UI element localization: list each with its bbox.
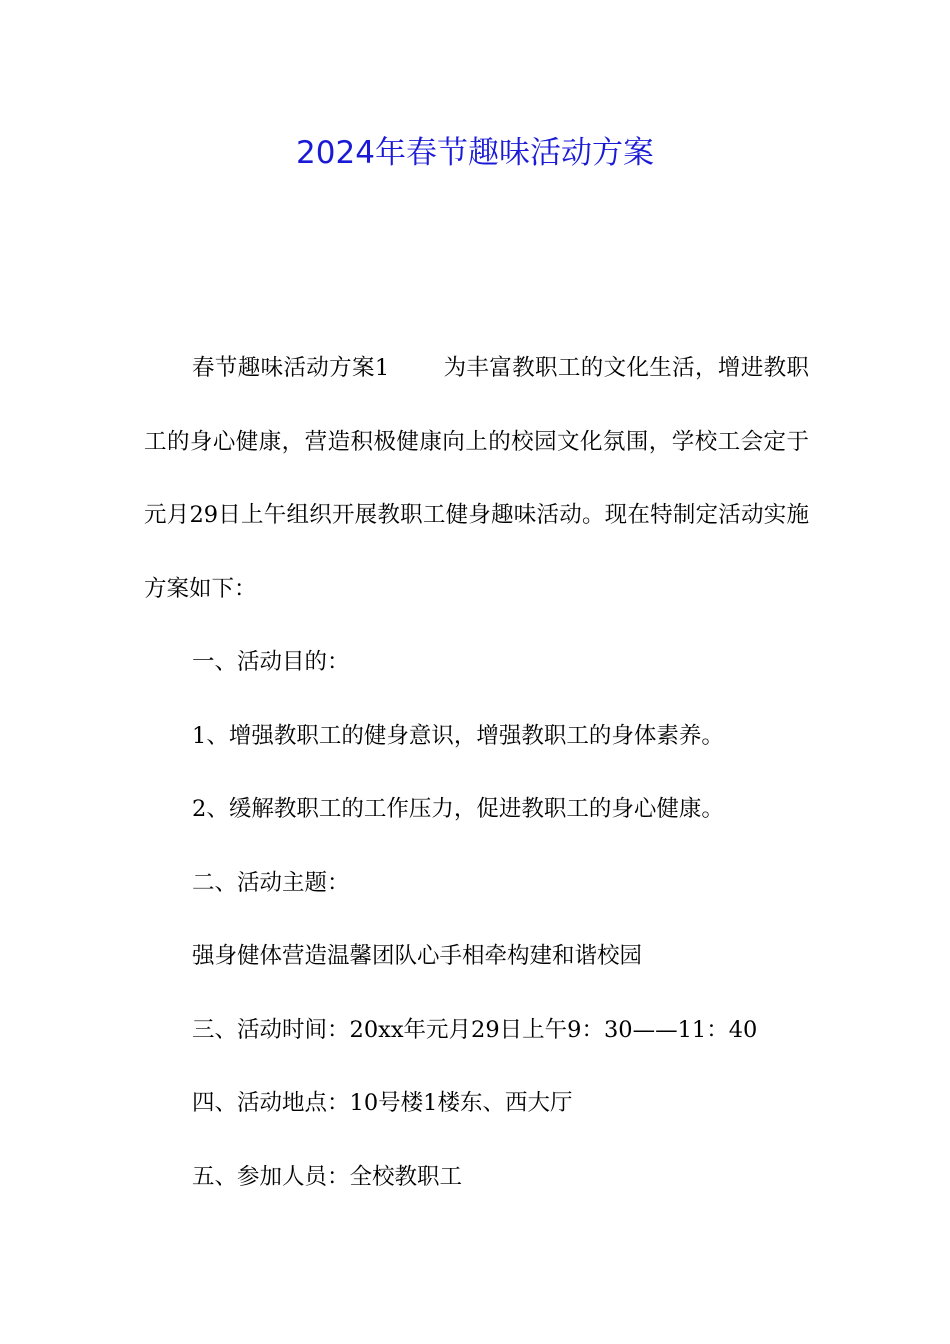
document-title: 2024年春节趣味活动方案 <box>296 135 654 171</box>
intro-paragraph <box>144 332 809 626</box>
theme-text: 强身健体营造温馨团队心手相牵构建和谐校园 <box>192 943 643 969</box>
list-item: 2、缓解教职工的工作压力，促进教职工的身心健康。 <box>192 796 724 822</box>
document-body <box>144 332 809 1214</box>
section-location: 四、活动地点：10号楼1楼东、西大厅 <box>192 1090 573 1116</box>
section-time: 三、活动时间：20xx年元月29日上午9：30——11：40 <box>192 1016 758 1043</box>
intro-heading: 春节趣味活动方案1 <box>192 355 390 381</box>
intro-text: 为丰富教职工的文化生活，增进教职工的身心健康，营造积极健康向上的校园文化氛围，学校工会定于元月29日上午组织开展教职工健身趣味活动。现在特制定活动实施方案如下： <box>144 355 809 602</box>
section-heading-purpose: 一、活动目的： <box>192 649 350 675</box>
section-heading-theme: 二、活动主题： <box>192 869 350 896</box>
list-item: 1、增强教职工的健身意识，增强教职工的身体素养。 <box>192 722 724 749</box>
section-participants: 五、参加人员：全校教职工 <box>192 1163 463 1190</box>
